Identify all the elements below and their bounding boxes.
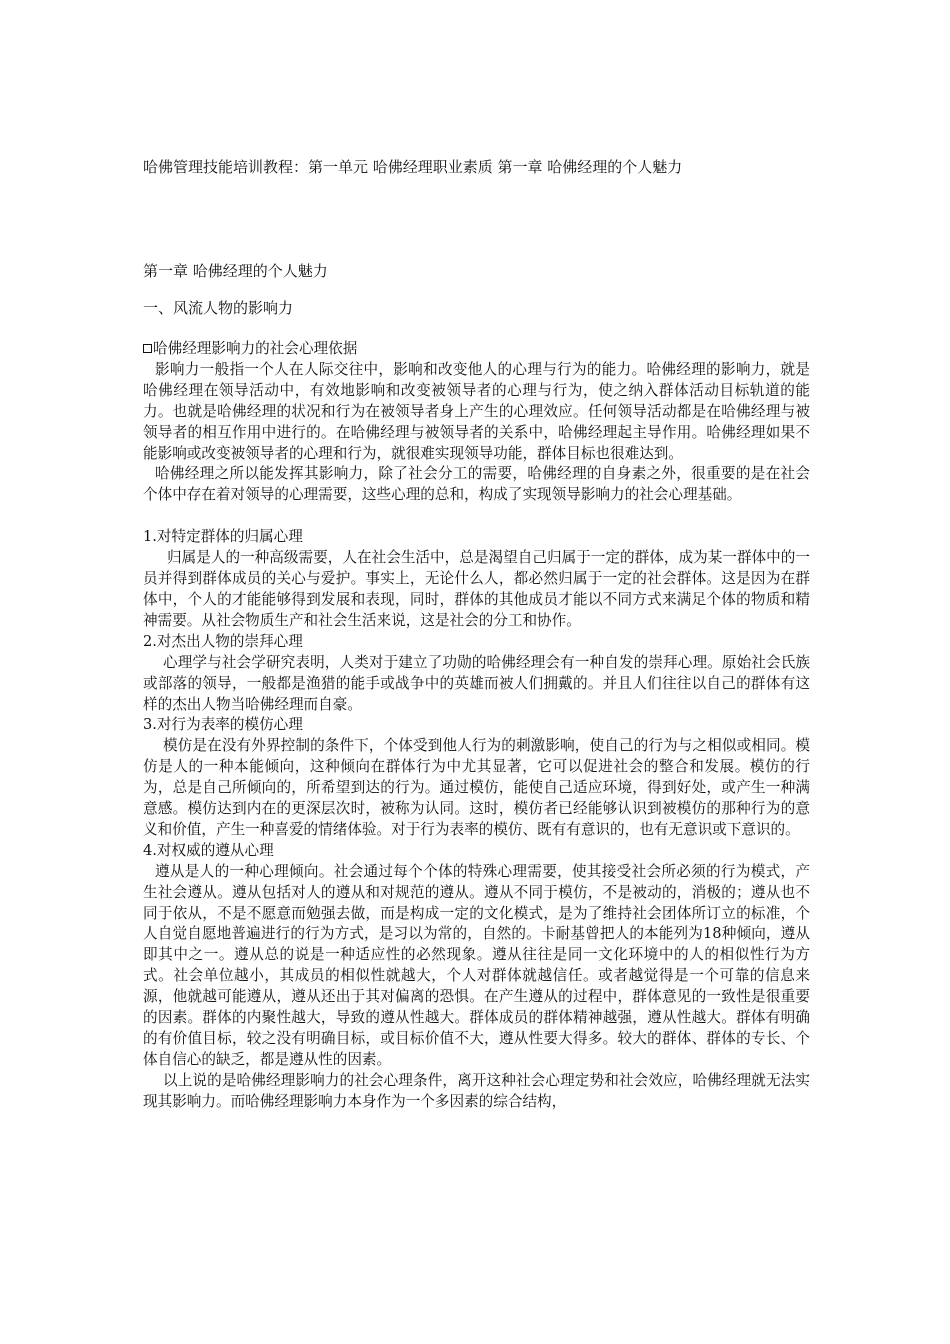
document-title: 哈佛管理技能培训教程：第一单元 哈佛经理职业素质 第一章 哈佛经理的个人魅力 xyxy=(143,158,683,176)
intro-paragraph-2: 哈佛经理之所以能发挥其影响力，除了社会分工的需要，哈佛经理的自身素之外，很重要的是在社会个体中存在着对领导的心理需要，这些心理的总和，构成了实现领导影响力的社会心理基础。 xyxy=(143,465,810,504)
point-4-text: 遵从是人的一种心理倾向。社会通过每个个体的特殊心理需要，使其接受社会所必须的行为模式，产生社会遵从。遵从包括对人的遵从和对规范的遵从。遵从不同于模仿，不是被动的，消极的；遵从也不同于依从，不是不愿意而勉强去做，而是构成一定的文化模式，是为了维持社会团体所订立的标准，个人自觉自愿地普遍进行的行为方式，是习以为常的，自然的。卡耐基曾把人的本能列为18种倾向，遵从即其中之一。遵从总的说是一种适应性的必然现象。遵从往往是同一文化环境中的人的相似性行为方式。社会单位越小，其成员的相似性就越大，个人对群体就越信任。或者越觉得是一个可靠的信息来源，他就越可能遵从，遵从还出于其对偏离的恐惧。在产生遵从的过程中，群体意见的一致性是很重要的因素。群体的内聚性越大，导致的遵从性越大。群体成员的群体精神越强，遵从性越大。群体有明确的有价值目标，较之没有明确目标，或目标价值不大，遵从性要大得多。较大的群体、群体的专长、个体自信心的缺乏，都是遵从性的因素。 xyxy=(143,862,810,1068)
closing-paragraph: 以上说的是哈佛经理影响力的社会心理条件，离开这种社会心理定势和社会效应，哈佛经理就无法实现其影响力。而哈佛经理影响力本身作为一个多因素的综合结构， xyxy=(143,1071,810,1110)
point-3-heading: 3.对行为表率的模仿心理 xyxy=(143,716,303,734)
subsection-heading xyxy=(143,339,810,360)
point-4-heading: 4.对权威的遵从心理 xyxy=(143,841,274,859)
section-heading: 一、风流人物的影响力 xyxy=(143,299,294,317)
point-1-text: 归属是人的一种高级需要，人在社会生活中，总是渴望自己归属于一定的群体，成为某一群体中的一员并得到群体成员的关心与爱护。事实上，无论什么人，都必然归属于一定的社会群体。这是因为在群体中，个人的才能能够得到发展和表现，同时，群体的其他成员才能以不同方式来满足个体的物质和精神需要。从社会物质生产和社会生活来说，这是社会的分工和协作。 xyxy=(143,549,810,629)
point-2-text: 心理学与社会学研究表明，人类对于建立了功勋的哈佛经理会有一种自发的崇拜心理。原始社会氏族或部落的领导，一般都是渔猎的能手或战争中的英雄而被人们拥戴的。并且人们往往以自己的群体有这样的杰出人物当哈佛经理而自豪。 xyxy=(143,653,810,713)
point-3-text: 模仿是在没有外界控制的条件下，个体受到他人行为的刺激影响，使自己的行为与之相似或相同。模仿是人的一种本能倾向，这种倾向在群体行为中尤其显著，它可以促进社会的整合和发展。模仿的行为，总是自己所倾向的，所希望到达的行为。通过模仿，能使自己适应环境，得到好处，或产生一种满意感。模仿达到内在的更深层次时，被称为认同。这时，模仿者已经能够认识到被模仿的那种行为的意义和价值，产生一种喜爱的情绪体验。对于行为表率的模仿、既有有意识的，也有无意识或下意识的。 xyxy=(143,737,810,838)
chapter-heading: 第一章 哈佛经理的个人魅力 xyxy=(143,262,328,280)
intro-paragraph-1: 影响力一般指一个人在人际交往中，影响和改变他人的心理与行为的能力。哈佛经理的影响力，就是哈佛经理在领导活动中，有效地影响和改变被领导者的心理与行为，使之纳入群体活动目标轨道的能力。也就是哈佛经理的状况和行为在被领导者身上产生的心理效应。任何领导活动都是在哈佛经理与被领导者的相互作用中进行的。在哈佛经理与被领导者的关系中，哈佛经理起主导作用。哈佛经理如果不能影响或改变被领导者的心理和行为，就很难实现领导功能，群体目标也很难达到。 xyxy=(143,360,810,462)
blank-line xyxy=(143,506,810,527)
document-body xyxy=(143,339,810,1113)
point-1-heading: 1.对特定群体的归属心理 xyxy=(143,528,303,546)
checkbox-bullet-icon xyxy=(143,344,152,353)
point-2-heading: 2.对杰出人物的崇拜心理 xyxy=(143,632,303,650)
subsection-heading-text: 哈佛经理影响力的社会心理依据 xyxy=(153,340,358,357)
